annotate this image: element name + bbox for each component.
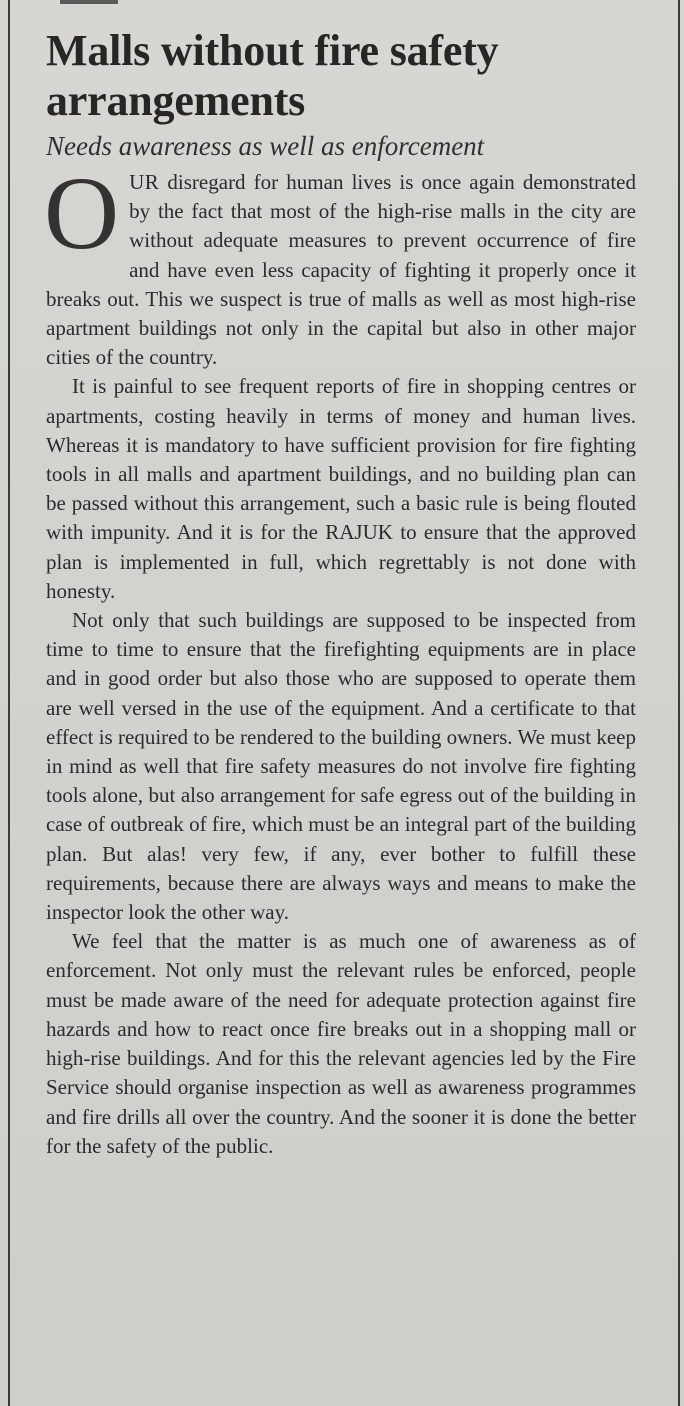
paragraph-1	[44, 156, 636, 372]
subheadline: Needs awareness as well as enforcement	[46, 131, 485, 161]
article-body	[44, 156, 636, 1161]
paragraph-1-text: disregard for human lives is once again demonstrated by the fact that most of the high-rise malls in the city are without adequate measures to prevent occurrence of fire and have even less capacity of fighting it properly once it breaks out. This we suspect is true of malls as well as most high-rise apartment buildings not only in the capital but also in other major cities of the country.	[46, 170, 636, 370]
editorial-article	[46, 26, 636, 1161]
paragraph-2: It is painful to see frequent reports of fire in shopping centres or apartments, costing heavily in terms of money and human lives. Whereas it is mandatory to have sufficient provision for fire fighting tools in all malls and apartment buildings, and no building plan can be passed without this arrangement, such a basic rule is being flouted with impunity. And it is for the RAJUK to ensure that the approved plan is implemented in full, which regrettably is not done with honesty.	[46, 374, 636, 603]
left-column-rule	[8, 0, 10, 1406]
torn-edge-mark	[60, 0, 118, 4]
right-column-rule	[678, 0, 680, 1406]
paragraph-3: Not only that such buildings are supposed to be inspected from time to time to ensure that the firefighting equipments are in place and in good order but also those who are supposed to operate them are well versed in the use of the equipment. And a certificate to that effect is required to be rendered to the building owners. We must keep in mind as well that fire safety measures do not involve fire fighting tools alone, but also arrangement for safe egress out of the building in case of outbreak of fire, which must be an integral part of the building plan. But alas! very few, if any, ever bother to fulfill these requirements, because there are always ways and means to make the inspector look the other way.	[46, 608, 636, 925]
paragraph-4: We feel that the matter is as much one of awareness as of enforcement. Not only must the relevant rules be enforced, people must be made aware of the need for adequate protection against fire hazards and how to react once fire breaks out in a shopping mall or high-rise buildings. And for this the relevant agencies led by the Fire Service should organise inspection as well as awareness programmes and fire drills all over the country. And the sooner it is done the better for the safety of the public.	[46, 929, 636, 1158]
headline: Malls without fire safety arrangements	[46, 26, 499, 125]
drop-cap: O	[44, 156, 120, 271]
lead-in-caps: UR	[129, 170, 160, 194]
